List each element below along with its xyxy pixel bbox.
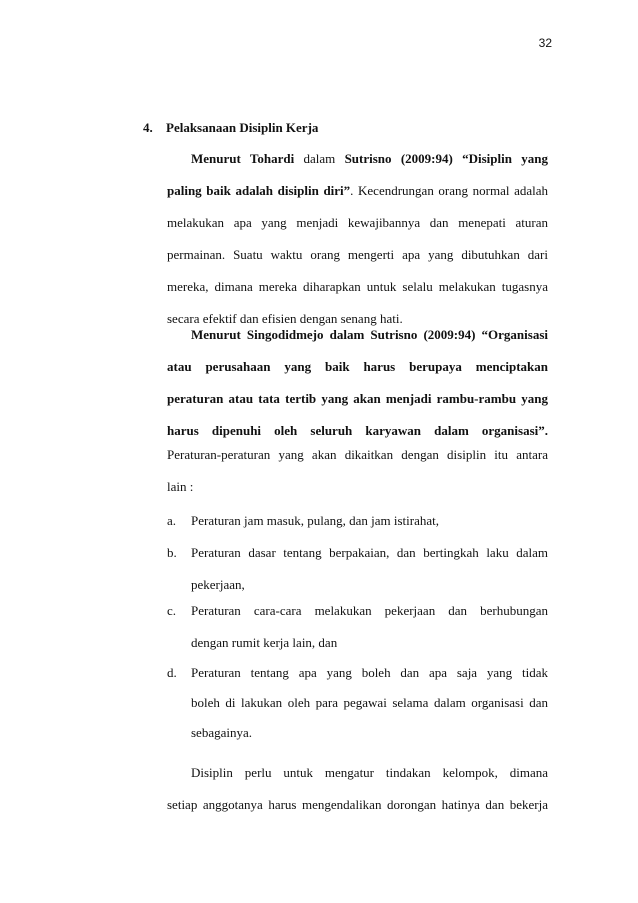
paragraph-2-line-3: peraturan atau tata tertib yang akan menjadi rambu-rambu yang (167, 391, 548, 406)
author-name: Menurut Tohardi (191, 151, 295, 166)
list-letter: c. (167, 603, 177, 618)
list-item-d-line-1: Peraturan tentang apa yang boleh dan apa saja yang tidak (191, 665, 548, 680)
paragraph-2-line-4: harus dipenuhi oleh seluruh karyawan dalam organisasi”. (167, 423, 548, 438)
list-item-c-line-2: dengan rumit kerja lain, dan (191, 635, 338, 650)
paragraph-1-line-3: melakukan apa yang menjadi kewajibannya dan menepati aturan (167, 215, 548, 230)
section-number: 4. (143, 120, 153, 135)
paragraph-1-line-5: mereka, dimana mereka diharapkan untuk selalu melakukan tugasnya (167, 279, 548, 294)
text-run: . Kecendrungan orang normal adalah (350, 183, 548, 198)
list-item-d-line-2: boleh di lakukan oleh para pegawai selama dalam organisasi dan (191, 695, 548, 710)
text-run: dalam (294, 151, 345, 166)
section-title: Pelaksanaan Disiplin Kerja (166, 120, 319, 135)
list-letter: b. (167, 545, 177, 560)
list-item-b-line-2: pekerjaan, (191, 577, 245, 592)
list-item-d-line-3: sebagainya. (191, 725, 253, 740)
list-letter: d. (167, 665, 177, 680)
quote-end: paling baik adalah disiplin diri” (167, 183, 351, 198)
paragraph-2-line-1: Menurut Singodidmejo dalam Sutrisno (2009:94) “Organisasi (191, 327, 548, 342)
paragraph-1-line-4: permainan. Suatu waktu orang mengerti apa yang dibutuhkan dari (167, 247, 548, 262)
paragraph-2-line-6: lain : (167, 479, 194, 494)
paragraph-2-line-5: Peraturan-peraturan yang akan dikaitkan dengan disiplin itu antara (167, 447, 548, 462)
paragraph-3-line-1: Disiplin perlu untuk mengatur tindakan kelompok, dimana (191, 765, 548, 780)
paragraph-1-line-6: secara efektif dan efisien dengan senang hati. (167, 311, 403, 326)
list-item-a: Peraturan jam masuk, pulang, dan jam istirahat, (191, 513, 440, 528)
page-number: 32 (538, 36, 552, 50)
section-heading (143, 120, 318, 136)
paragraph-3-line-2: setiap anggotanya harus mengendalikan dorongan hatinya dan bekerja (167, 797, 548, 812)
list-letter: a. (167, 513, 177, 528)
paragraph-1-line-2 (167, 182, 548, 200)
paragraph-1-line-1 (191, 150, 548, 168)
list-item-c-line-1: Peraturan cara-cara melakukan pekerjaan dan berhubungan (191, 603, 548, 618)
paragraph-2-line-2: atau perusahaan yang baik harus berupaya menciptakan (167, 359, 548, 374)
list-item-b-line-1: Peraturan dasar tentang berpakaian, dan bertingkah laku dalam (191, 545, 548, 560)
citation-quote: Sutrisno (2009:94) “Disiplin yang (344, 151, 548, 166)
